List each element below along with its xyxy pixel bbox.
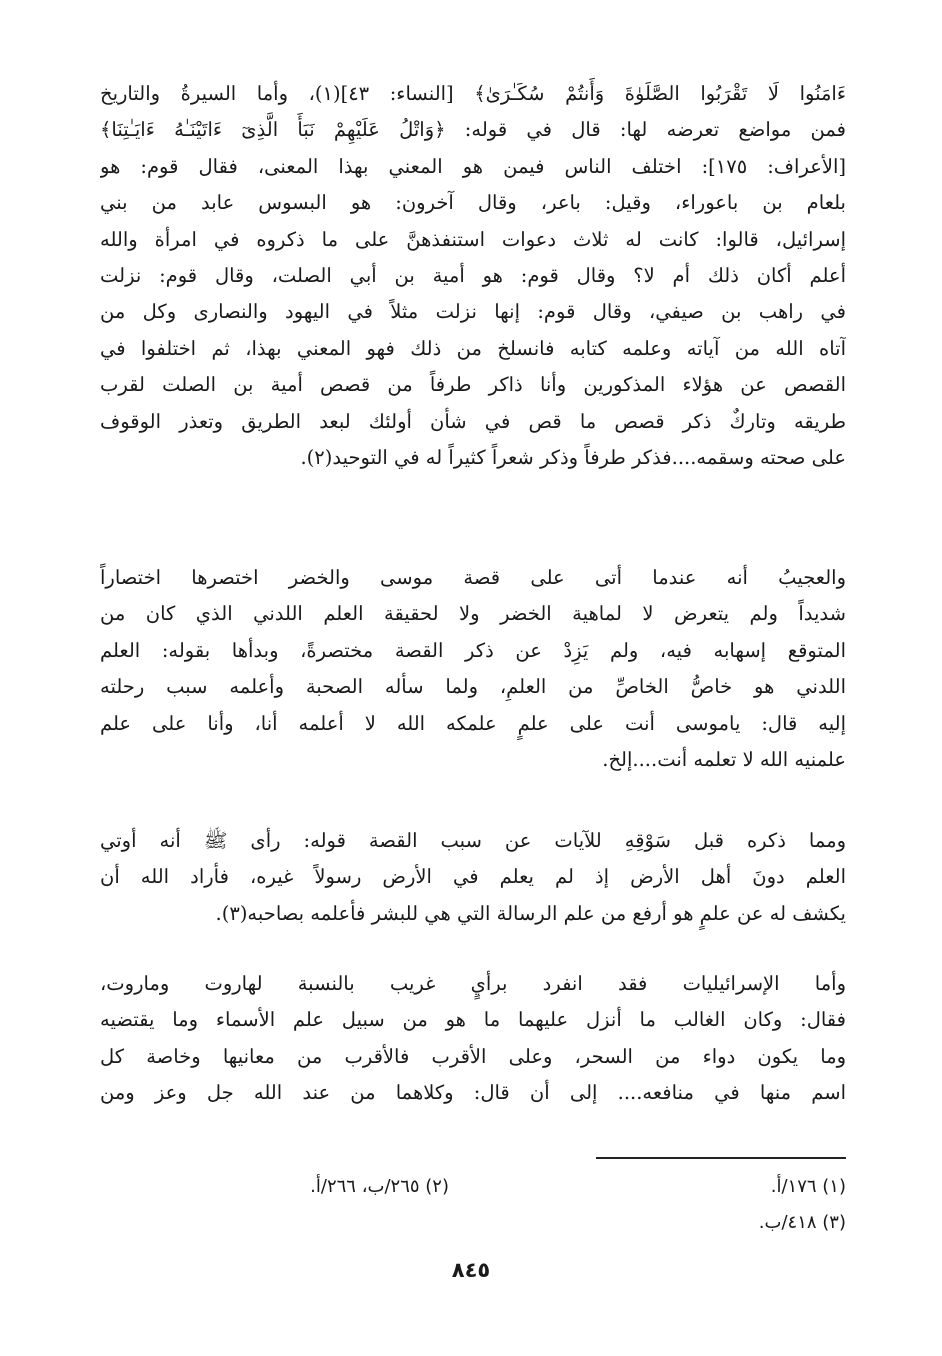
text-line: المتوقع إسهابه فيه، ولم يَزِدْ عن ذكر القصة مختصرةً، وبدأها بقوله: العلم xyxy=(100,638,846,662)
footnote-3: (٣) ٤١٨/ب. xyxy=(758,1212,846,1233)
footnote-1: (١) ١٧٦/أ. xyxy=(770,1176,846,1197)
text-line: أعلم أكان ذلك أم لا؟ وقال قوم: هو أمية بن أبي الصلت، وقال قوم: نزلت xyxy=(100,264,846,288)
page-number: ٨٤٥ xyxy=(451,1258,491,1282)
text-line: طريقه وتاركٌ ذكر قصص ما قص في شأن أولئك لبعد الطريق وتعذر الوقوف xyxy=(100,409,846,433)
text-line: القصص عن هؤلاء المذكورين وأنا ذاكر طرفاً من قصص أمية بن الصلت لقرب xyxy=(100,373,846,397)
text-line: إليه قال: ياموسى أنت على علمٍ علمكه الله لا أعلمه أنا، وأنا على علم xyxy=(100,711,846,735)
text-line: اسم منها في منافعه.... إلى أن قال: وكلاهما من عند الله جل وعز ومن xyxy=(100,1081,846,1105)
text-line: [الأعراف: ١٧٥]: اختلف الناس فيمن هو المعني بهذا المعنى، فقال قوم: هو xyxy=(100,154,846,178)
text-line: يكشف له عن علمٍ هو أرفع من علم الرسالة التي هي للبشر فأعلمه بصاحبه(٣). xyxy=(215,901,846,925)
text-line: بلعام بن باعوراء، وقيل: باعر، وقال آخرون: هو البسوس عابد من بني xyxy=(100,191,846,215)
text-line: العلم دونَ أهل الأرض إذ لم يعلم في الأرض رسولاً غيره، فأراد الله أن xyxy=(100,865,846,889)
text-line: على صحته وسقمه....فذكر طرفاً وذكر شعراً كثيراً له في التوحيد(٢). xyxy=(300,446,846,470)
footnote-divider xyxy=(596,1157,846,1159)
paragraph-2 xyxy=(100,560,846,778)
text-line: اللدني هو خاصُّ الخاصِّ من العلمِ، ولما سأله الصحبة وأعلمه سبب رحلته xyxy=(100,675,846,699)
text-line: شديداً ولم يتعرض لا لماهية الخضر ولا لحقيقة العلم اللدني الذي كان من xyxy=(100,602,846,626)
text-line: علمنيه الله لا تعلمه أنت....إلخ. xyxy=(602,748,846,772)
footnote-2: (٢) ٢٦٥/ب، ٢٦٦/أ. xyxy=(310,1176,449,1197)
text-line: آتاه الله من آياته وعلمه كتابه فانسلخ من ذلك فهو المعني بهذا، ثم اختلفوا في xyxy=(100,336,846,360)
text-line: ومما ذكره قبل سَوْقِهِ للآيات عن سبب القصة قوله: رأى ﷺ أنه أوتي xyxy=(100,829,846,852)
text-line: في راهب بن صيفي، وقال قوم: إنها نزلت مثلاً في اليهود والنصارى وكل من xyxy=(100,300,846,324)
paragraph-3 xyxy=(100,823,846,932)
text-line: فمن مواضع تعرضه لها: قال في قوله: ﴿وَاتْلُ عَلَيْهِمْ نَبَأَ الَّذِىٓ ءَاتَيْنَـٰهُ ءَايَـٰتِنَا﴾ xyxy=(100,118,846,142)
text-line: إسرائيل، قالوا: كانت له ثلاث دعوات استنفذهنَّ على ما ذكروه في امرأة والله xyxy=(100,227,846,251)
text-line: فقال: وكان الغالب ما أنزل عليهما ما هو من سبيل علم الأسماء وما يقتضيه xyxy=(100,1008,846,1032)
text-line: وأما الإسرائيليات فقد انفرد برأيٍ غريب بالنسبة لهاروت وماروت، xyxy=(100,972,846,995)
text-line: وما يكون دواء من السحر، وعلى الأقرب فالأقرب من معانيها وخاصة كل xyxy=(100,1044,846,1068)
text-line: والعجيبُ أنه عندما أتى على قصة موسى والخضر اختصرها اختصاراً xyxy=(100,566,846,589)
paragraph-1 xyxy=(100,76,846,476)
paragraph-4 xyxy=(100,966,846,1112)
text-line: ءَامَنُوا لَا تَقْرَبُوا الصَّلَوٰةَ وَأَنتُمْ سُكَـٰرَىٰ﴾ [النساء: ٤٣](١)، وأما السيرةُ والتاريخ xyxy=(100,82,846,105)
